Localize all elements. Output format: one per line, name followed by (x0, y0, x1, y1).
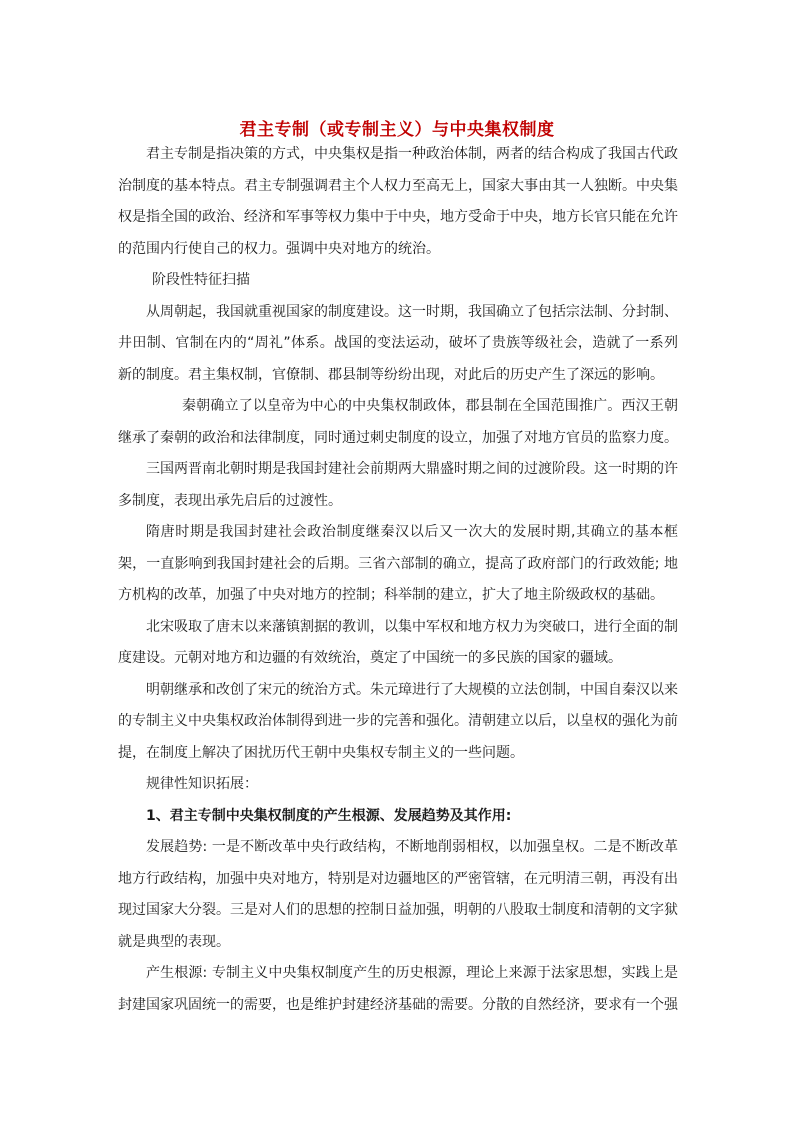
paragraph-qin-han: 秦朝确立了以皇帝为中心的中央集权制政体，郡县制在全国范围推广。西汉王朝继承了秦朝的政治和法律制度，同时通过刺史制度的设立，加强了对地方官员的监察力度。 (118, 398, 678, 446)
paragraph-three-kingdoms: 三国两晋南北朝时期是我国封建社会前期两大鼎盛时期之间的过渡阶段。这一时期的许多制度，表现出承先启后的过渡性。 (118, 461, 678, 509)
paragraph-origins: 产生根源: 专制主义中央集权制度产生的历史根源，理论上来源于法家思想，实践上是封建国家巩固统一的需要，也是维护封建经济基础的需要。分散的自然经济，要求有一个强 (118, 965, 678, 1013)
paragraph-zhou: 从周朝起，我国就重视国家的制度建设。这一时期，我国确立了包括宗法制、分封制、井田制、官制在内的“周礼”体系。战国的变法运动，破坏了贵族等级社会，造就了一系列新的制度。君主集权制，官僚制、郡县制等纷纷出现，对此后的历史产生了深远的影响。 (118, 303, 678, 383)
document-body (118, 139, 678, 1021)
paragraph-sui-tang: 隋唐时期是我国封建社会政治制度继秦汉以后又一次大的发展时期,其确立的基本框架，一直影响到我国封建社会的后期。三省六部制的确立，提高了政府部门的行政效能; 地方机构的改革，加强了中央对地方的控制；科举制的建立，扩大了地主阶级政权的基础。 (118, 524, 678, 603)
section-heading-stage-features: 阶段性特征扫描 (152, 272, 250, 288)
document-title: 君主专制（或专制主义）与中央集权制度 (239, 120, 555, 141)
paragraph-song-yuan: 北宋吸取了唐末以来藩镇割据的教训，以集中军权和地方权力为突破口，进行全面的制度建设。元朝对地方和边疆的有效统治，奠定了中国统一的多民族的国家的疆域。 (118, 618, 678, 666)
paragraph-trends: 发展趋势: 一是不断改革中央行政结构，不断地削弱相权，以加强皇权。二是不断改革地方行政结构，加强中央对地方，特别是对边疆地区的严密管辖，在元明清三朝，再没有出现过国家大分裂。三是对人们的思想的控制日益加强，明朝的八股取士制度和清朝的文字狱就是典型的表现。 (118, 839, 678, 950)
subheading-origins-trends: 1、君主专制中央集权制度的产生根源、发展趋势及其作用: (146, 807, 512, 824)
section-heading-regularity: 规律性知识拓展： (146, 776, 258, 792)
paragraph-intro: 君主专制是指决策的方式，中央集权是指一种政治体制，两者的结合构成了我国古代政治制度的基本特点。君主专制强调君主个人权力至高无上，国家大事由其一人独断。中央集权是指全国的政治、经济和军事等权力集中于中央，地方受命于中央，地方长官只能在允许的范围内行使自己的权力。强调中央对地方的统治。 (118, 146, 678, 257)
paragraph-ming-qing: 明朝继承和改创了宋元的统治方式。朱元璋进行了大规模的立法创制，中国自秦汉以来的专制主义中央集权政治体制得到进一步的完善和强化。清朝建立以后，以皇权的强化为前提，在制度上解决了困扰历代王朝中央集权专制主义的一些问题。 (118, 681, 678, 761)
